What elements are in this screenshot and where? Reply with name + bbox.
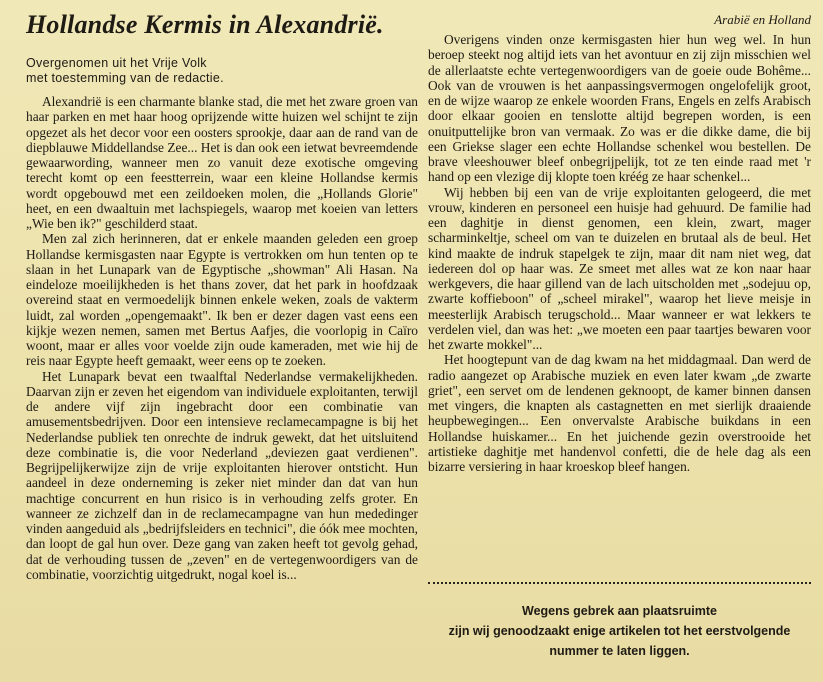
paragraph: Men zal zich herinneren, dat er enkele maanden geleden een groep Hollandse kermisgasten naar Egypte is vertrokken om hun tenten op te slaan in het Lunapark van de Egyptische „showman" Ali Hasan. Na eindeloze moeilijkheden is het thans zover, dat het park in hoofdzaak overeind staat en vermoedelijk binnen enkele weken, zoals de vakterm luidt, zal worden „opengemaakt". Ik ben er dezer dagen vast eens een kijkje wezen nemen, samen met Bertus Aafjes, die voorlopig in Caïro woont, maar er alles voor voelde zijn oude kameraden, met wie hij de reis naar Egypte heeft gemaakt, weer eens op te zoeken. bbox=[26, 231, 418, 369]
column-header: Arabië en Holland bbox=[714, 12, 811, 27]
right-article-body bbox=[428, 32, 811, 474]
article-title: Hollandse Kermis in Alexandrië. bbox=[26, 10, 384, 39]
paragraph: Alexandrië is een charmante blanke stad, die met het zware groen van haar parken en met haar hoog oprijzende witte huizen wel schijnt te zijn opgezet als het decor voor een oosters sprookje, daar aan de rand van de diepblauwe Middellandse Zee... Het is dan ook een ietwat bevreemdende gewaarwording, wanneer men zo vanuit deze exotische omgeving terecht komt op een feestterrein, waar een kleine Hollandse kermis wordt opgebouwd met een zeildoeken molen, die „Hollands Glorie" heet, en een dwaaltuin met lachspiegels, waarop met koeien van letters „Wie ben ik?" geschilderd staat. bbox=[26, 94, 418, 231]
paragraph: Het hoogtepunt van de dag kwam na het middagmaal. Dan werd de radio aangezet op Arabische muziek en even later kwam „de zwarte griet", een servet om de lendenen geknoopt, de kamer binnen dansen met vingers, die knapten als castagnetten en met sierlijk draaiende heupbewegingen... Een onvervalste Arabische buikdans in een Hollandse huiskamer... En het juichende gezin overstrooide het artistieke daghitje met handenvol confetti, die de hele dag als een bizarre versiering in haar kroeskop bleef hangen. bbox=[428, 352, 811, 474]
source-line-1: Overgenomen uit het Vrije Volk bbox=[26, 56, 207, 70]
notice-line-1: Wegens gebrek aan plaatsruimte bbox=[522, 604, 717, 618]
paragraph: Wij hebben bij een van de vrije exploitanten gelogeerd, die met vrouw, kinderen en personeel een huisje had gehuurd. De familie had een daghitje in dienst genomen, een klein, zwart, mager scharminkeltje, scheel om van te duizelen en brutaal als de beul. Het kind maakte de indruk stapelgek te zijn, maar dit nam niet weg, dat iedereen dol op haar was. Ze smeet met alles wat ze kon naar haar werkgevers, die haar gillend van de lach uitscholden met „sodejuu op, zwarte koffieboon" of „scheel mirakel", waarop het lieve meisje in meesterlijk Arabisch terugschold... Maar wanneer er wat lekkers te verdelen viel, dan was het: „we moeten een paar taartjes bewaren voor het zwarte mokkel"... bbox=[428, 184, 811, 352]
paragraph: Het Lunapark bevat een twaalftal Nederlandse vermakelijkheden. Daarvan zijn er zeven het eigendom van individuele exploitanten, terwijl de andere vijf zijn ingebracht door een combinatie van amusementsbedrijven. Door een intensieve reclamecampagne is bij het Nederlandse publiek ten onrechte de indruk gewekt, dat het uitsluitend deze combinatie is, die voor Nederland „deviezen gaat verdienen". Begrijpelijkerwijze zijn de vrije exploitanten hierover ontsticht. Hun aandeel in deze onderneming is zeker niet minder dan dat van hun machtige concurrent en hun risico is in verhouding zelfs groter. En wanneer ze zichzelf dan in de reclamecampagne van hun mededinger vinden aangeduid als „bedrijfsleiders en technici", die óók mee mochten, dan loopt de gal hun over. Deze gang van zaken heeft tot gevolg gehad, dat de verhouding tussen de „zeven" en de vertegenwoordigers van de combinatie, voorzichtig uitgedrukt, nogal koel is... bbox=[26, 368, 418, 582]
article-source-note bbox=[26, 56, 224, 86]
source-line-2: met toestemming van de redactie. bbox=[26, 71, 224, 85]
left-article-body bbox=[26, 94, 418, 582]
notice-line-2: zijn wij genoodzaakt enige artikelen tot het eerstvolgende nummer te laten liggen. bbox=[448, 624, 791, 658]
dotted-divider bbox=[428, 582, 811, 584]
paragraph: Overigens vinden onze kermisgasten hier hun weg wel. In hun beroep steekt nog altijd iets van het avontuur en zij zijn misschien wel de allerlaatste echte vertegenwoordigers van de goeie oude Bohême... Ook van de vrouwen is het aanpassingsvermogen ongelofelijk groot, en de wijze waarop ze enkele woorden Frans, Engels en zelfs Arabisch door elkaar gooien en tenslotte altijd begrepen worden, is een onuitputtelijke bron van vermaak. Zo was er die dikke dame, die bij een Griekse slager een echte Hollandse schenkel wou bestellen. De brave vleeshouwer bleef onbegrijpelijk, tot ze ten einde raad met 'r hand op een vlezige dij klopte toen kréég ze haar schenkel... bbox=[428, 32, 811, 185]
space-notice bbox=[428, 601, 811, 661]
